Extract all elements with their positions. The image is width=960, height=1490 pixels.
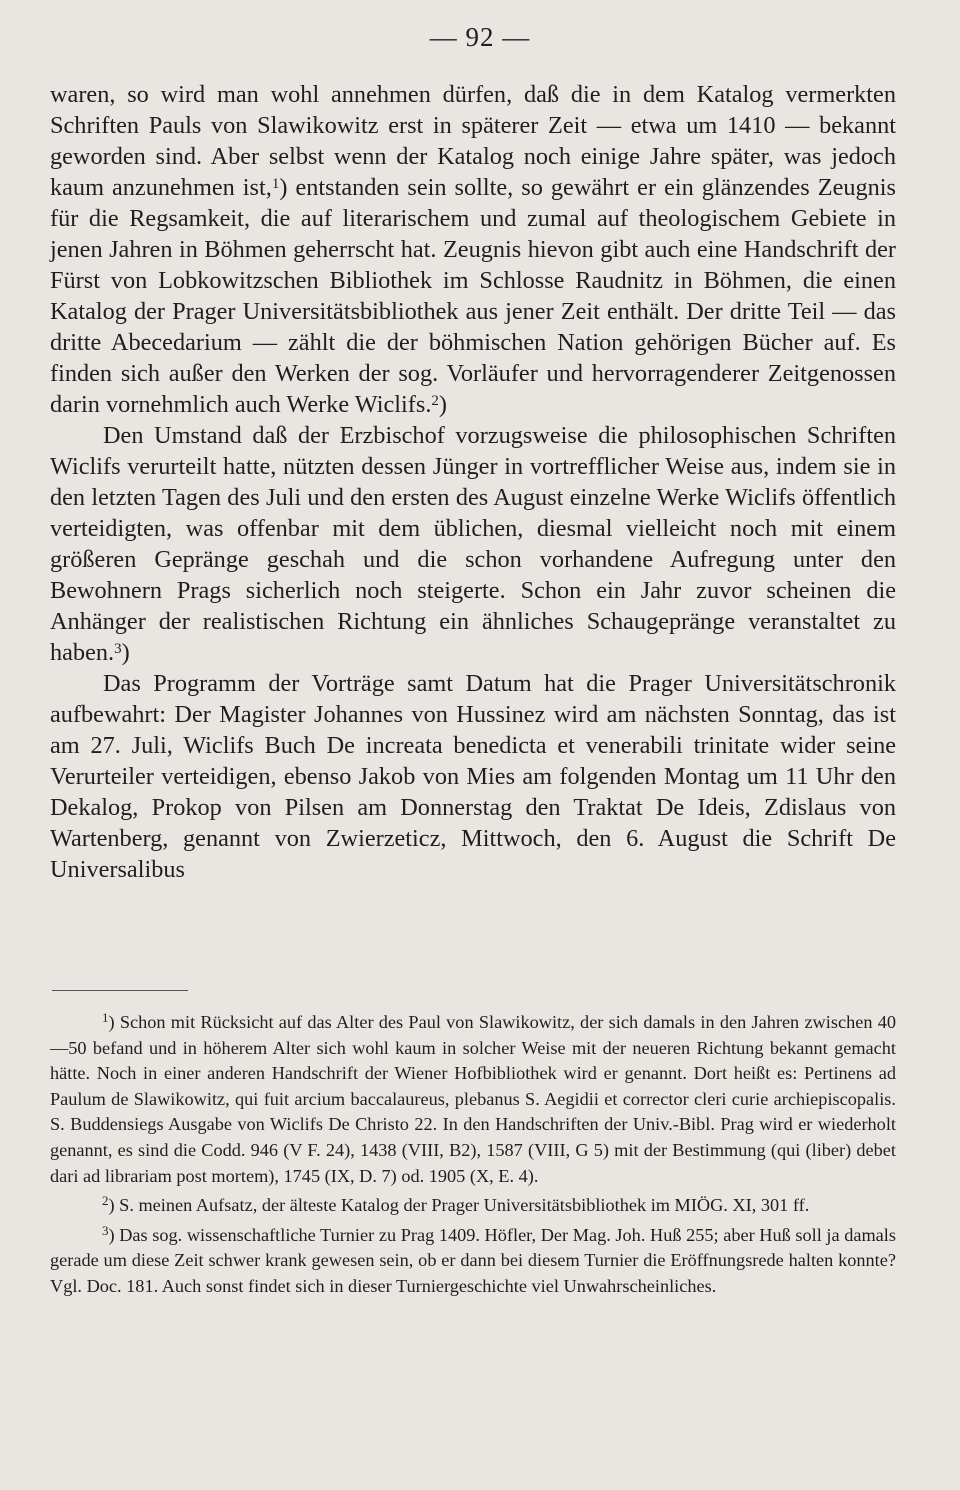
footnote-mark: 3 — [102, 1222, 109, 1238]
footnote-ref-3: 3 — [114, 641, 122, 657]
footnote-mark: 1 — [102, 1010, 109, 1025]
footnote-text: ) Das sog. wissenschaftliche Turnier zu Prag 1409. Höfler, Der Mag. Joh. Huß 255; aber Huß soll ja damals gerade um diese Zeit schwer krank gewesen sein, ob er dann bei diesem Turnier die Eröffnungsrede halten konnte? Vgl. Doc. 181. Auch sonst findet sich in dieser Turniergeschichte viel Unwahrscheinliches. — [50, 1224, 896, 1296]
paragraph-1 — [50, 79, 896, 420]
footnote-separator — [52, 990, 188, 991]
paragraph-text: ) — [438, 391, 448, 418]
paragraph-text: Den Umstand daß der Erzbischof vorzugsweise die philosophischen Schriften Wiclifs verurteilt hatte, nützten dessen Jünger in vortrefflicher Weise aus, indem sie in den letzten Tagen des Juli und den ersten des August einzelne Werke Wiclifs öffentlich verteidigten, was offenbar mit dem üblichen, diesmal vielleicht noch mit einem größeren Gepränge geschah und die schon vorhandene Aufregung unter den Bewohnern Prags sicherlich noch steigerte. Schon ein Jahr zuvor scheinen die Anhänger der realistischen Richtung ein ähnliches Schaugepränge veranstaltet zu haben. — [50, 422, 896, 666]
paragraph-3 — [50, 668, 896, 885]
footnotes — [50, 1010, 896, 1304]
footnote-ref-2: 2 — [431, 393, 439, 409]
footnote-text: ) Schon mit Rücksicht auf das Alter des Paul von Slawikowitz, der sich damals in den Jahren zwischen 40—50 befand und in höherem Alter sich wohl kaum in solcher Weise mit der neueren Richtung bekannt gemacht hätte. Noch in einer anderen Handschrift der Wiener Hofbibliothek wird er genannt. Dort heißt es: Pertinens ad Paulum de Slawikowitz, qui fuit arcium baccalaureus, plebanus S. Aegidii et corrector cleri curie archiepiscopalis. S. Buddensiegs Ausgabe von Wiclifs De Christo 22. In den Handschriften der Univ.-Bibl. Prag wird er wiederholt genannt, es sind die Codd. 946 (V F. 24), 1438 (VIII, B2), 1587 (VIII, G 5) mit der Bestimmung (qui (liber) debet dari ad librariam post mortem), 1745 (IX, D. 7) od. 1905 (X, E. 4). — [50, 1012, 896, 1186]
footnote-ref-1: 1 — [271, 176, 280, 192]
paragraph-2 — [50, 420, 896, 668]
paragraph-text: ) entstanden sein sollte, so gewährt er ein glänzendes Zeugnis für die Regsamkeit, die auf literarischem und zumal auf theologischem Gebiete in jenen Jahren in Böhmen geherrscht hat. Zeugnis hievon gibt auch eine Handschrift der Fürst von Lobkowitzschen Bibliothek im Schlosse Raudnitz in Böhmen, die einen Katalog der Prager Universitätsbibliothek aus jener Zeit enthält. Der dritte Teil — das dritte Abecedarium — zählt die der böhmischen Nation gehörigen Bücher auf. Es finden sich außer den Werken der sog. Vorläufer und hervorragenderer Zeitgenossen darin vornehmlich auch Werke Wiclifs. — [50, 174, 896, 418]
page-number: — 92 — — [429, 22, 531, 52]
footnote-text: ) S. meinen Aufsatz, der älteste Katalog der Prager Universitätsbibliothek im MIÖG. XI, 301 ff. — [108, 1195, 810, 1216]
footnote-1 — [50, 1010, 896, 1189]
paragraph-text: ) — [121, 639, 130, 666]
footnote-2 — [50, 1193, 896, 1219]
paragraph-text: Das Programm der Vorträge samt Datum hat die Prager Universitätschronik aufbewahrt: Der Magister Johannes von Hussinez wird am nächsten Sonntag, das ist am 27. Juli, Wiclifs Buch De increata benedicta et venerabili trinitate wider seine Verurteiler verteidigen, ebenso Jakob von Mies am folgenden Montag um 11 Uhr den Dekalog, Prokop von Pilsen am Donnerstag den Traktat De Ideis, Zdislaus von Wartenberg, genannt von Zwierzeticz, Mittwoch, den 6. August die Schrift De Universalibus — [50, 670, 896, 883]
main-text — [50, 79, 896, 885]
footnote-mark: 2 — [102, 1193, 109, 1209]
paragraph-text: waren, so wird man wohl annehmen dürfen, daß die in dem Katalog vermerkten Schriften Pauls von Slawikowitz erst in späterer Zeit — etwa um 1410 — bekannt geworden sind. Aber selbst wenn der Katalog noch einige Jahre später, was jedoch kaum anzunehmen ist, — [50, 81, 896, 201]
footnote-3 — [50, 1223, 896, 1300]
